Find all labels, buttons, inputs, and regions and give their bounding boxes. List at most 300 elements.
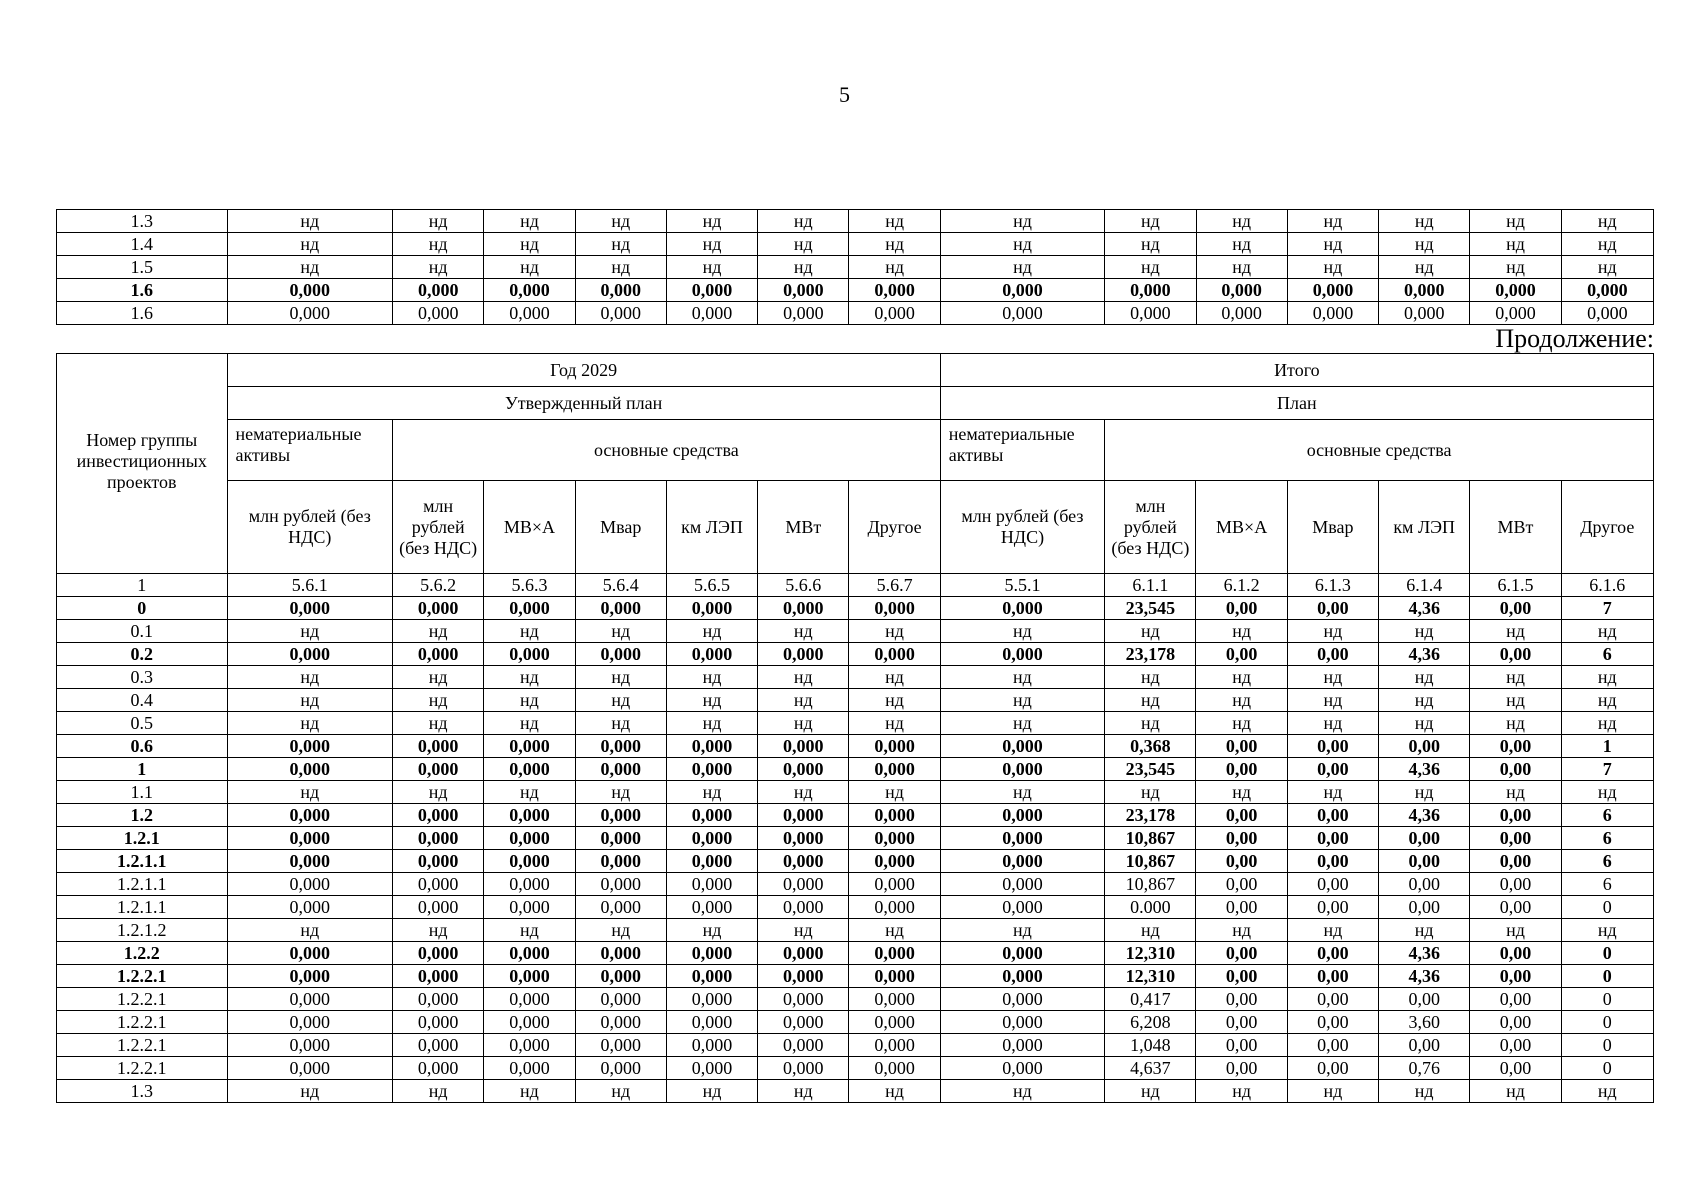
page-number: 5 — [839, 82, 850, 107]
table-cell: 0,000 — [666, 988, 757, 1011]
table-cell: нд — [758, 210, 849, 233]
table-cell: 6 — [1561, 804, 1653, 827]
table-cell: 0,00 — [1287, 942, 1378, 965]
table-cell: 0,00 — [1379, 1034, 1470, 1057]
table-cell: нд — [1287, 919, 1378, 942]
table-cell: 0,000 — [393, 850, 484, 873]
table-cell: 0,000 — [666, 735, 757, 758]
table-cell: нд — [666, 689, 757, 712]
plan-header: План — [940, 387, 1653, 420]
table-cell: 0,000 — [849, 597, 940, 620]
table-cell: 0,000 — [575, 850, 666, 873]
table-cell: 0,000 — [666, 965, 757, 988]
table-row — [57, 210, 1654, 233]
table-cell: 0,000 — [666, 850, 757, 873]
table-cell: нд — [1287, 689, 1378, 712]
table-cell: 0 — [1561, 965, 1653, 988]
table-row — [57, 827, 1654, 850]
table-cell: 0,000 — [940, 1057, 1105, 1080]
group-number-cell: 1.5 — [57, 256, 228, 279]
group-number-cell: 1.2.1.1 — [57, 896, 228, 919]
group-number-cell: 1.6 — [57, 302, 228, 325]
table-row — [57, 919, 1654, 942]
table-cell: 0,000 — [484, 279, 575, 302]
table-cell: 0,000 — [1105, 302, 1196, 325]
table-cell: нд — [1561, 620, 1653, 643]
table-cell: нд — [1196, 689, 1287, 712]
column-header: МВ×А — [484, 481, 575, 574]
table-cell: нд — [1196, 210, 1287, 233]
table-cell: 0,000 — [940, 804, 1105, 827]
table-cell: нд — [1470, 620, 1561, 643]
table-cell: нд — [849, 689, 940, 712]
fixed-assets-header-left: основные средства — [393, 420, 941, 481]
table-cell: 0,000 — [940, 827, 1105, 850]
group-number-cell: 1.2 — [57, 804, 228, 827]
table-cell: 6.1.6 — [1561, 574, 1653, 597]
group-number-cell: 1.2.1.1 — [57, 850, 228, 873]
table-cell: 0,000 — [940, 988, 1105, 1011]
table-cell: нд — [1561, 666, 1653, 689]
table-cell: 0,000 — [227, 1011, 393, 1034]
table-cell: 0,000 — [940, 597, 1105, 620]
table-cell: 0 — [1561, 1011, 1653, 1034]
group-number-cell: 0.5 — [57, 712, 228, 735]
table-cell: 0,000 — [575, 827, 666, 850]
table-cell: 7 — [1561, 758, 1653, 781]
group-number-cell: 1.2.2 — [57, 942, 228, 965]
table-cell: нд — [940, 1080, 1105, 1103]
table-cell: 6.1.3 — [1287, 574, 1378, 597]
group-number-cell: 0.3 — [57, 666, 228, 689]
table-cell: 0,00 — [1287, 643, 1378, 666]
table-cell: нд — [1287, 666, 1378, 689]
table-cell: 0,000 — [393, 597, 484, 620]
table-cell: нд — [575, 620, 666, 643]
group-number-cell: 0.6 — [57, 735, 228, 758]
table-cell: нд — [227, 620, 393, 643]
table-cell: нд — [393, 919, 484, 942]
table-cell: 0,000 — [666, 804, 757, 827]
table-row — [57, 302, 1654, 325]
table-cell: 0,00 — [1196, 758, 1287, 781]
table-cell: 0,000 — [849, 1011, 940, 1034]
table-cell: 0,000 — [575, 988, 666, 1011]
table-cell: 0,000 — [666, 873, 757, 896]
group-number-cell: 0.4 — [57, 689, 228, 712]
table-cell: 0,00 — [1470, 827, 1561, 850]
table-cell: 0,000 — [227, 988, 393, 1011]
table-row — [57, 620, 1654, 643]
table-cell: 0,000 — [666, 1011, 757, 1034]
table-cell: нд — [666, 712, 757, 735]
table-cell: 7 — [1561, 597, 1653, 620]
table-cell: 0,368 — [1105, 735, 1196, 758]
table-cell: нд — [1287, 256, 1378, 279]
table-cell: нд — [1105, 1080, 1196, 1103]
table-cell: 0,000 — [484, 965, 575, 988]
table-cell: 0,000 — [393, 942, 484, 965]
table-cell: 5.6.6 — [758, 574, 849, 597]
table-cell: 0,00 — [1470, 1034, 1561, 1057]
table-cell: 0,00 — [1470, 643, 1561, 666]
table-cell: нд — [393, 1080, 484, 1103]
table-cell: нд — [227, 712, 393, 735]
table-cell: 0,00 — [1287, 1034, 1378, 1057]
table-cell: нд — [484, 256, 575, 279]
column-header: Другое — [849, 481, 940, 574]
table-cell: 0,000 — [575, 942, 666, 965]
table-cell: 0,000 — [849, 735, 940, 758]
table-cell: нд — [666, 256, 757, 279]
table-cell: 0,000 — [575, 758, 666, 781]
table-cell: нд — [1105, 233, 1196, 256]
table-cell: 0,000 — [575, 643, 666, 666]
table-cell: 0,000 — [1287, 279, 1378, 302]
table-cell: нд — [393, 689, 484, 712]
table-cell: нд — [1105, 781, 1196, 804]
table-cell: нд — [758, 781, 849, 804]
table-cell: нд — [227, 233, 393, 256]
table-cell: нд — [1470, 210, 1561, 233]
table-cell: 4,36 — [1379, 758, 1470, 781]
table-cell: нд — [758, 1080, 849, 1103]
table-cell: 5.6.7 — [849, 574, 940, 597]
table-row — [57, 873, 1654, 896]
table-cell: 0,00 — [1379, 827, 1470, 850]
table-cell: 23,545 — [1105, 597, 1196, 620]
table-cell: нд — [484, 620, 575, 643]
fixed-assets-header-right: основные средства — [1105, 420, 1654, 481]
table-cell: 0,000 — [849, 1057, 940, 1080]
table-cell: 0,00 — [1470, 965, 1561, 988]
table-cell: нд — [1561, 919, 1653, 942]
table-cell: нд — [1105, 712, 1196, 735]
table-cell: нд — [940, 233, 1105, 256]
table-cell: нд — [1287, 620, 1378, 643]
table-cell: 0,000 — [758, 1034, 849, 1057]
table-cell: нд — [940, 256, 1105, 279]
column-header: млн рублей (без НДС) — [227, 481, 393, 574]
table-cell: нд — [1287, 233, 1378, 256]
table-cell: 0,000 — [666, 1057, 757, 1080]
table-cell: нд — [849, 919, 940, 942]
table-cell: 0,000 — [484, 988, 575, 1011]
table-cell: 0,000 — [575, 1034, 666, 1057]
table-cell: нд — [1379, 666, 1470, 689]
table-cell: 0,000 — [484, 735, 575, 758]
table-cell: 0,000 — [484, 850, 575, 873]
table-cell: нд — [1561, 210, 1653, 233]
table-cell: 0,00 — [1287, 827, 1378, 850]
table-cell: нд — [849, 1080, 940, 1103]
table-cell: 6.1.1 — [1105, 574, 1196, 597]
table-cell: нд — [1105, 666, 1196, 689]
table-cell: 0,000 — [227, 965, 393, 988]
table-cell: 0,000 — [849, 302, 940, 325]
table-cell: нд — [1287, 1080, 1378, 1103]
table-cell: 0,000 — [758, 735, 849, 758]
table-cell: 10,867 — [1105, 850, 1196, 873]
table-cell: 5.6.3 — [484, 574, 575, 597]
table-cell: 0,00 — [1470, 850, 1561, 873]
table-row — [57, 233, 1654, 256]
group-number-cell: 1.1 — [57, 781, 228, 804]
table-cell: 0,000 — [575, 804, 666, 827]
table-cell: 0,000 — [1287, 302, 1378, 325]
table-cell: нд — [575, 1080, 666, 1103]
table-cell: 0,000 — [758, 597, 849, 620]
table-cell: 0,000 — [666, 896, 757, 919]
table-cell: 0,00 — [1287, 804, 1378, 827]
table-cell: нд — [849, 781, 940, 804]
group-number-header: Номер группы инвестиционных проектов — [57, 354, 228, 574]
table-cell: 0,000 — [484, 1011, 575, 1034]
table-cell: 0,000 — [393, 896, 484, 919]
table-cell: 0,00 — [1287, 988, 1378, 1011]
table-cell: нд — [1470, 712, 1561, 735]
table-cell: 0,000 — [484, 597, 575, 620]
table-row — [57, 804, 1654, 827]
table-cell: 0,000 — [940, 758, 1105, 781]
table-cell: 0,000 — [758, 988, 849, 1011]
table-cell: 6.1.2 — [1196, 574, 1287, 597]
table-cell: 0,00 — [1470, 942, 1561, 965]
table-cell: нд — [393, 781, 484, 804]
table-cell: 0,000 — [758, 896, 849, 919]
group-number-cell: 0 — [57, 597, 228, 620]
table-cell: нд — [940, 781, 1105, 804]
table-row — [57, 758, 1654, 781]
table-cell: 0,000 — [575, 597, 666, 620]
table-cell: 4,36 — [1379, 643, 1470, 666]
table-cell: 6,208 — [1105, 1011, 1196, 1034]
table-cell: нд — [575, 712, 666, 735]
table-cell: 0,00 — [1196, 1011, 1287, 1034]
table-cell: 0,000 — [758, 965, 849, 988]
table-cell: 0,00 — [1379, 850, 1470, 873]
column-header: км ЛЭП — [1379, 481, 1470, 574]
continuation-label: Продолжение: — [1495, 324, 1654, 353]
table-row — [57, 712, 1654, 735]
table-cell: нд — [666, 1080, 757, 1103]
table-cell: 0,000 — [575, 965, 666, 988]
table-cell: 0,000 — [227, 302, 393, 325]
table-cell: 0,000 — [227, 896, 393, 919]
group-number-cell: 1.6 — [57, 279, 228, 302]
table-cell: нд — [1379, 1080, 1470, 1103]
table-cell: нд — [758, 712, 849, 735]
table-cell: 0.000 — [1105, 896, 1196, 919]
table-cell: 0,00 — [1287, 1057, 1378, 1080]
table-cell: нд — [940, 919, 1105, 942]
table-row — [57, 1011, 1654, 1034]
table-cell: 0,00 — [1379, 735, 1470, 758]
column-header: Другое — [1561, 481, 1653, 574]
table-cell: 0,000 — [758, 302, 849, 325]
table-row — [57, 781, 1654, 804]
table-cell: 0,00 — [1379, 873, 1470, 896]
year-header: Год 2029 — [227, 354, 940, 387]
table-cell: нд — [849, 233, 940, 256]
table-cell: нд — [1196, 666, 1287, 689]
table-cell: нд — [758, 666, 849, 689]
table-cell: нд — [849, 666, 940, 689]
table-cell: 0,000 — [227, 850, 393, 873]
table-cell: 0,000 — [575, 1057, 666, 1080]
table-cell: нд — [758, 233, 849, 256]
table-cell: 0,000 — [849, 643, 940, 666]
table-cell: нд — [1287, 210, 1378, 233]
table-cell: нд — [1561, 689, 1653, 712]
table-cell: нд — [484, 210, 575, 233]
table-cell: 0,000 — [1561, 279, 1653, 302]
table-cell: 0,00 — [1470, 804, 1561, 827]
table-cell: 0,000 — [393, 873, 484, 896]
table-cell: 0,000 — [666, 302, 757, 325]
table-cell: нд — [1379, 233, 1470, 256]
table-cell: 0,000 — [1561, 302, 1653, 325]
table-cell: 0,000 — [227, 1057, 393, 1080]
table-cell: 0,000 — [484, 873, 575, 896]
table-cell: 12,310 — [1105, 965, 1196, 988]
table-cell: нд — [1196, 1080, 1287, 1103]
table-cell: 0,000 — [393, 643, 484, 666]
intangible-assets-header-right: нематериальные активы — [940, 420, 1105, 481]
table-cell: 0,000 — [393, 1034, 484, 1057]
table-cell: нд — [1561, 1080, 1653, 1103]
table-cell: 0,000 — [227, 643, 393, 666]
table-cell: 0,00 — [1196, 827, 1287, 850]
table-cell: 0,000 — [666, 279, 757, 302]
table-cell: нд — [575, 256, 666, 279]
main-table-body — [57, 574, 1654, 1103]
table-cell: нд — [849, 210, 940, 233]
column-header: МВ×А — [1196, 481, 1287, 574]
table-cell: 0,00 — [1287, 965, 1378, 988]
approved-plan-header: Утвержденный план — [227, 387, 940, 420]
table-cell: нд — [1105, 256, 1196, 279]
table-cell: нд — [1379, 210, 1470, 233]
table-cell: нд — [1379, 620, 1470, 643]
table-cell: нд — [575, 210, 666, 233]
table-cell: 0,00 — [1196, 873, 1287, 896]
table-cell: 5.6.2 — [393, 574, 484, 597]
top-table — [56, 209, 1654, 325]
table-cell: нд — [227, 666, 393, 689]
column-header: Мвар — [1287, 481, 1378, 574]
table-cell: 0,000 — [1196, 302, 1287, 325]
table-cell: 0 — [1561, 1034, 1653, 1057]
table-cell: нд — [758, 620, 849, 643]
table-cell: 0,00 — [1470, 597, 1561, 620]
table-cell: 0,000 — [758, 279, 849, 302]
table-cell: 4,36 — [1379, 804, 1470, 827]
table-row — [57, 256, 1654, 279]
table-cell: нд — [484, 712, 575, 735]
table-cell: 0,00 — [1470, 735, 1561, 758]
table-cell: нд — [227, 1080, 393, 1103]
table-row — [57, 279, 1654, 302]
group-number-cell: 1.2.1.2 — [57, 919, 228, 942]
table-cell: 0,00 — [1196, 988, 1287, 1011]
table-cell: нд — [940, 712, 1105, 735]
table-cell: нд — [1379, 781, 1470, 804]
column-header: МВт — [1470, 481, 1561, 574]
table-cell: 5.5.1 — [940, 574, 1105, 597]
group-number-cell: 1.2.1.1 — [57, 873, 228, 896]
table-cell: 0,000 — [575, 735, 666, 758]
table-cell: нд — [227, 210, 393, 233]
table-cell: 0,000 — [1379, 302, 1470, 325]
table-cell: нд — [393, 233, 484, 256]
table-row — [57, 643, 1654, 666]
table-cell: 0,000 — [575, 873, 666, 896]
table-row — [57, 666, 1654, 689]
table-cell: 0,00 — [1379, 988, 1470, 1011]
table-cell: нд — [393, 666, 484, 689]
table-cell: 0,000 — [484, 1034, 575, 1057]
group-number-cell: 1.3 — [57, 210, 228, 233]
table-cell: 0,000 — [849, 942, 940, 965]
table-cell: 0,00 — [1287, 758, 1378, 781]
table-cell: нд — [484, 689, 575, 712]
table-cell: 5.6.1 — [227, 574, 393, 597]
table-cell: нд — [940, 210, 1105, 233]
table-cell: нд — [1379, 712, 1470, 735]
table-cell: 1,048 — [1105, 1034, 1196, 1057]
table-cell: 0,000 — [575, 279, 666, 302]
table-cell: нд — [393, 256, 484, 279]
table-cell: 0,00 — [1470, 1011, 1561, 1034]
table-row — [57, 597, 1654, 620]
group-number-cell: 0.2 — [57, 643, 228, 666]
table-cell: 6 — [1561, 850, 1653, 873]
table-row — [57, 1057, 1654, 1080]
table-cell: 0,00 — [1287, 735, 1378, 758]
table-cell: нд — [484, 233, 575, 256]
table-cell: 0,000 — [575, 1011, 666, 1034]
table-cell: 0,000 — [849, 758, 940, 781]
table-cell: 0,000 — [940, 643, 1105, 666]
table-cell: 0,000 — [940, 735, 1105, 758]
table-cell: нд — [849, 256, 940, 279]
table-cell: 12,310 — [1105, 942, 1196, 965]
group-number-cell: 1 — [57, 574, 228, 597]
table-cell: нд — [1379, 689, 1470, 712]
main-table — [56, 353, 1654, 1103]
table-cell: нд — [1561, 712, 1653, 735]
table-cell: 0,000 — [393, 735, 484, 758]
table-cell: 0,00 — [1287, 597, 1378, 620]
table-cell: 0,000 — [575, 302, 666, 325]
table-row — [57, 574, 1654, 597]
table-cell: нд — [1105, 919, 1196, 942]
group-number-cell: 1 — [57, 758, 228, 781]
table-cell: 0,000 — [849, 988, 940, 1011]
table-cell: нд — [1379, 919, 1470, 942]
table-cell: нд — [227, 919, 393, 942]
table-cell: 0,000 — [849, 804, 940, 827]
group-number-cell: 1.2.2.1 — [57, 1011, 228, 1034]
table-cell: 0,000 — [227, 827, 393, 850]
table-cell: нд — [849, 712, 940, 735]
table-cell: 0,000 — [484, 1057, 575, 1080]
table-cell: нд — [575, 233, 666, 256]
table-cell: 0,00 — [1196, 804, 1287, 827]
table-cell: нд — [227, 256, 393, 279]
table-cell: нд — [666, 666, 757, 689]
